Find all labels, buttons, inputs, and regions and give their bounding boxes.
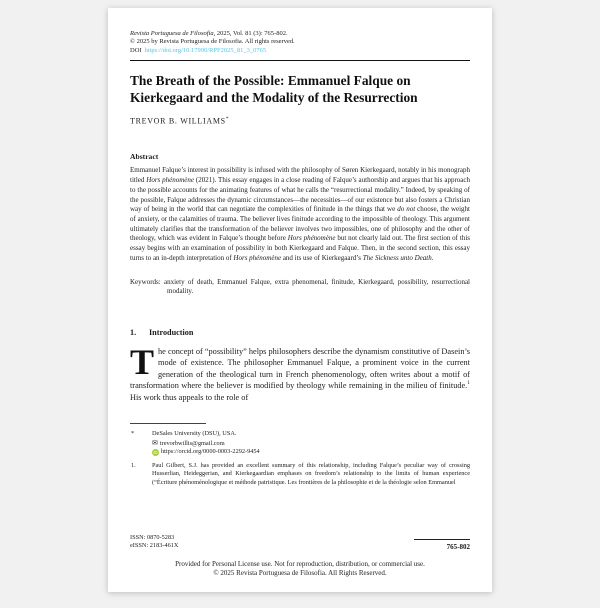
keywords-list: anxiety of death, Emmanuel Falque, extra phenomenal, finitude, Kierkegaard, possibility, resurrectional modality. [160,277,470,296]
keywords-label: Keywords: [130,277,161,286]
envelope-icon: ✉ [152,438,158,447]
section-heading-introduction [130,328,470,337]
footnote-affiliation [130,430,470,457]
journal-volume-info: 2025, Vol. 81 (3): 765-802. [215,30,288,37]
abstract-italic-title: The Sickness unto Death [362,253,432,262]
page-range-divider [414,539,470,540]
license-line-2: © 2025 Revista Portuguesa de Filosofia. All Rights Reserved. [213,569,387,578]
license-line-1: Provided for Personal License use. Not for reproduction, distribution, or commercial use. [175,559,425,568]
section-title: Introduction [149,327,194,337]
footnote-1 [130,462,470,488]
doi-label: DOI [130,46,142,54]
section-number: 1. [130,327,137,337]
author-name-text: TREVOR B. WILLIAMS [130,116,226,126]
header-divider [130,60,470,61]
author-affiliation-mark: * [225,115,230,122]
spacer [130,493,470,534]
abstract-italic-title: Hors phénomène [287,234,336,243]
abstract-seg: choose, the weight of anxiety, or the calamities of trauma. The believer lives finitude according to the impossible of theology. This argument ultimately clarifies that the transformation of the believer involves two impossibles, one of philosophy and the other of theology, which was evident in Falque’s thought before [130,205,470,243]
footer [130,534,470,551]
abstract-seg: Emmanuel Falque’s interest in possibility is infused with the philosophy of Søren Kierkegaard, notably in his monograph titled [130,166,470,185]
copyright-line: © 2025 by Revista Portuguesa de Filosofia. All rights reserved. [130,38,295,46]
doi-link[interactable]: https://doi.org/10.17990/RPF2025_81_3_0765 [144,46,267,54]
footnote-divider [130,423,206,424]
email-line [152,439,470,449]
abstract-heading: Abstract [130,152,159,162]
orcid-line [152,448,470,457]
abstract-seg: but not clearly laid out. The first section of this essay begins with an examination of possibility in both Kierkegaard and Falque. Then, in the second section, this essay turns to an in-depth interpretation of [130,234,470,262]
footnote-reference-1[interactable]: 1 [467,380,470,387]
journal-page [108,8,492,592]
doi-line [130,47,470,55]
footnote-1-text: Paul Gilbert, S.J. has provided an excellent summary of this relationship, including Falque’s peculiar way of crossing Husserlian, Heideggerian, and Kierkegaardian emphases on freedom’s relationship to the limits of human experience (“Écriture phénoménologique et méthode patristique. Les frontières de la philosophie et de la théologie selon Emmanuel [152,461,470,486]
orcid-link[interactable]: https://orcid.org/0000-0003-2292-9454 [161,448,260,456]
abstract-seg: . [431,253,434,262]
abstract-text [130,166,470,263]
issn-block [130,534,178,551]
abstract-italic-title: Hors phénomène [233,253,282,262]
journal-name: Revista Portuguesa de Filosofia, [130,30,216,37]
introduction-paragraph [130,341,470,404]
dropcap: T [130,341,155,382]
keywords [130,278,470,297]
email-link[interactable]: trevorbwillis@gmail.com [159,439,225,447]
footnote-affiliation-body [152,430,470,457]
journal-citation-line [130,30,470,38]
page-range: 765-802 [446,542,470,551]
page-title: The Breath of the Possible: Emmanuel Falque on Kierkegaard and the Modality of the Resurrection [130,73,418,106]
masthead [130,30,470,55]
affiliation-line: DeSales University (DSU), USA. [152,429,237,437]
page-range-block [414,539,470,551]
license-notice [130,560,470,579]
eissn: eISSN: 2183-461X [130,542,179,550]
footnote-star-marker: * [131,429,135,437]
abstract-seg: and its use of Kierkegaard’s [281,253,363,262]
introduction-text: he concept of “possibility” helps philosophers describe the dynamism constitutive of Dasein’s mode of existence. The philosopher Emmanuel Falque, a prominent voice in the current generation of the theological turn in French phenomenology, often writes about a motif of transformation where the believer is modified by theology while remaining in the milieu of finitude. [130,346,470,391]
abstract-emphasis: do not [397,205,416,214]
abstract-seg: (2021). This essay engages in a close reading of Falque’s authorship and argues that his approach to the possible accounts for the animating features of what he calls the “resurrectional modality.” Indeed, by speaking of the possible, Falque addresses the dynamic circumstances—the necessities—of our existence but also fosters a Christian way of being in the world that can negotiate the complexities of finitude in the things that we [130,176,470,214]
introduction-text: His work thus appeals to the role of [130,393,249,403]
issn: ISSN: 0870-5283 [130,534,175,541]
abstract-italic-title: Hors phénomène [146,176,195,185]
author-name [130,116,470,126]
footnote-1-marker: 1. [131,461,136,469]
orcid-icon: iD [153,450,158,456]
